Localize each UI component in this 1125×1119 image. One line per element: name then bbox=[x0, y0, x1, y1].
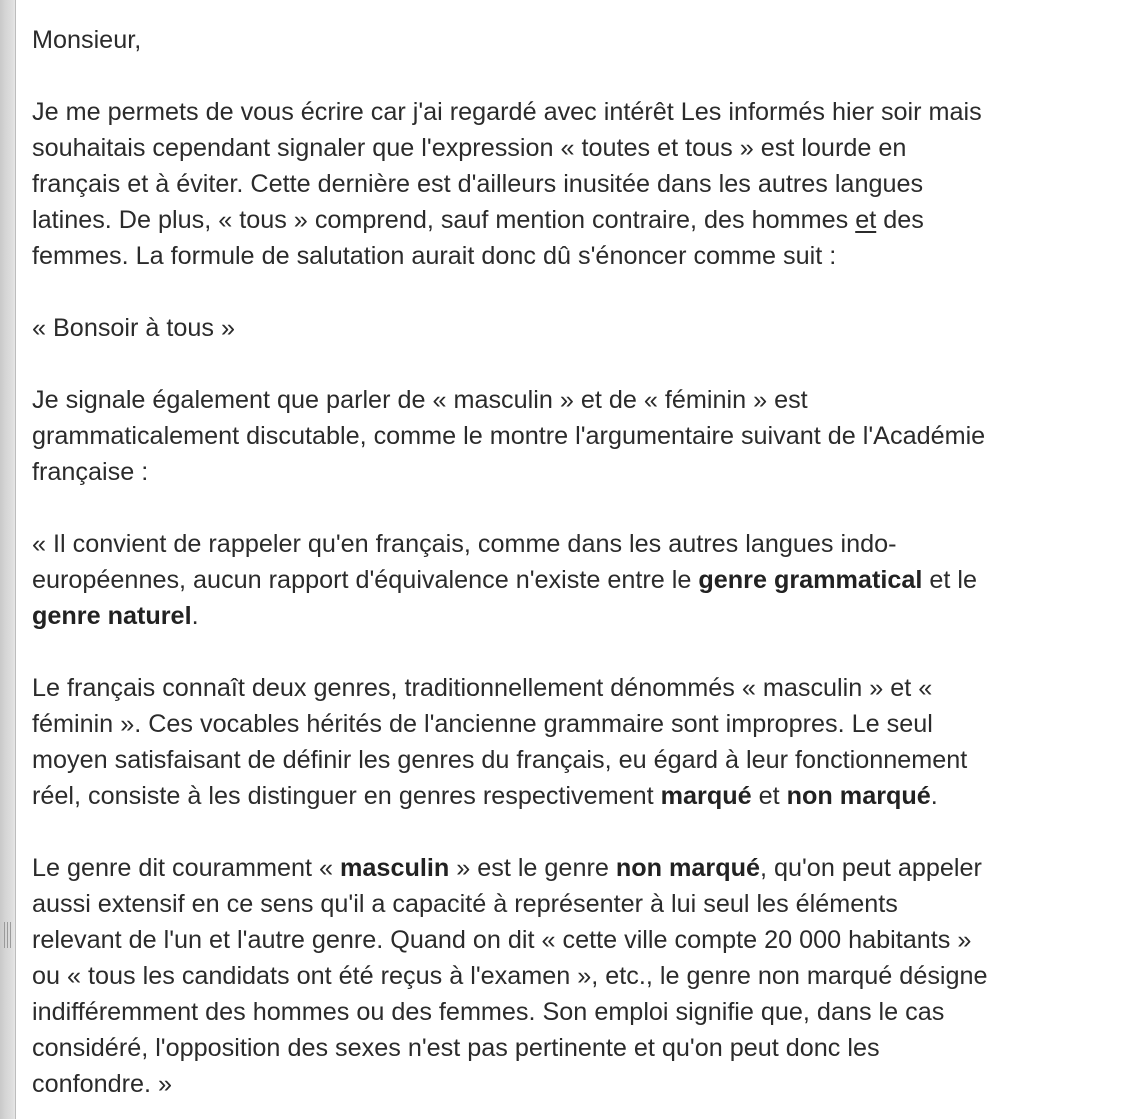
quote-paragraph-3 bbox=[32, 850, 1122, 1102]
text-line: « Il convient de rappeler qu'en français, comme dans les autres langues indo- bbox=[32, 530, 897, 558]
text-line: féminin ». Ces vocables hérités de l'ancienne grammaire sont impropres. Le seul bbox=[32, 710, 933, 738]
text-fragment: , qu'on peut appeler bbox=[759, 854, 982, 882]
text-line: ou « tous les candidats ont été reçus à l'examen », etc., le genre non marqué désigne bbox=[32, 962, 988, 990]
text-fragment: . bbox=[191, 602, 199, 630]
quote-paragraph-1 bbox=[32, 526, 1122, 634]
text-fragment: . bbox=[930, 782, 938, 810]
text-fragment: et le bbox=[922, 566, 977, 594]
text-fragment: latines. De plus, « tous » comprend, sauf mention contraire, des hommes bbox=[32, 206, 856, 234]
bold-term: genre grammatical bbox=[698, 566, 923, 594]
text-line: Je signale également que parler de « masculin » et de « féminin » est bbox=[32, 386, 808, 414]
text-line: français et à éviter. Cette dernière est d'ailleurs inusitée dans les autres langues bbox=[32, 170, 924, 198]
paragraph-gender-terms bbox=[32, 382, 1122, 490]
text-line: « Bonsoir à tous » bbox=[32, 314, 236, 342]
text-line: française : bbox=[32, 458, 149, 486]
bold-term: marqué bbox=[660, 782, 752, 810]
text-line: indifféremment des hommes ou des femmes. Son emploi signifie que, dans le cas bbox=[32, 998, 945, 1026]
text-fragment: réel, consiste à les distinguer en genres respectivement bbox=[32, 782, 661, 810]
text-fragment: des bbox=[876, 206, 924, 234]
greeting bbox=[32, 22, 1122, 58]
bold-term: non marqué bbox=[786, 782, 931, 810]
text-line bbox=[32, 778, 1122, 814]
text-line: grammaticalement discutable, comme le montre l'argumentaire suivant de l'Académie bbox=[32, 422, 986, 450]
text-line: femmes. La formule de salutation aurait donc dû s'énoncer comme suit : bbox=[32, 242, 837, 270]
text-line bbox=[32, 850, 1122, 886]
bold-term: masculin bbox=[340, 854, 450, 882]
text-line bbox=[32, 598, 1122, 634]
text-line: souhaitais cependant signaler que l'expression « toutes et tous » est lourde en bbox=[32, 134, 907, 162]
resize-grip-icon[interactable] bbox=[4, 922, 11, 948]
text-fragment: et bbox=[751, 782, 787, 810]
text-fragment: » est le genre bbox=[449, 854, 616, 882]
text-fragment: européennes, aucun rapport d'équivalence n'existe entre le bbox=[32, 566, 699, 594]
bold-term: genre naturel bbox=[32, 602, 192, 630]
text-line: aussi extensif en ce sens qu'il a capacité à représenter à lui seul les éléments bbox=[32, 890, 898, 918]
text-line: Le français connaît deux genres, traditionnellement dénommés « masculin » et « bbox=[32, 674, 933, 702]
text-line: Monsieur, bbox=[32, 26, 142, 54]
paragraph-intro bbox=[32, 94, 1122, 274]
text-fragment: Le genre dit couramment « bbox=[32, 854, 341, 882]
text-line: confondre. » bbox=[32, 1070, 173, 1098]
pane-divider[interactable] bbox=[0, 0, 16, 1119]
quote-paragraph-2 bbox=[32, 670, 1122, 814]
text-line bbox=[32, 202, 1122, 238]
text-line: relevant de l'un et l'autre genre. Quand on dit « cette ville compte 20 000 habitants » bbox=[32, 926, 972, 954]
text-line: Je me permets de vous écrire car j'ai regardé avec intérêt Les informés hier soir mais bbox=[32, 98, 982, 126]
text-line: considéré, l'opposition des sexes n'est pas pertinente et qu'on peut donc les bbox=[32, 1034, 880, 1062]
email-body bbox=[32, 22, 1122, 1102]
bold-term: non marqué bbox=[615, 854, 760, 882]
salutation-example bbox=[32, 310, 1122, 346]
underlined-word: et bbox=[855, 206, 877, 234]
text-line bbox=[32, 562, 1122, 598]
text-line: moyen satisfaisant de définir les genres du français, eu égard à leur fonctionnement bbox=[32, 746, 968, 774]
